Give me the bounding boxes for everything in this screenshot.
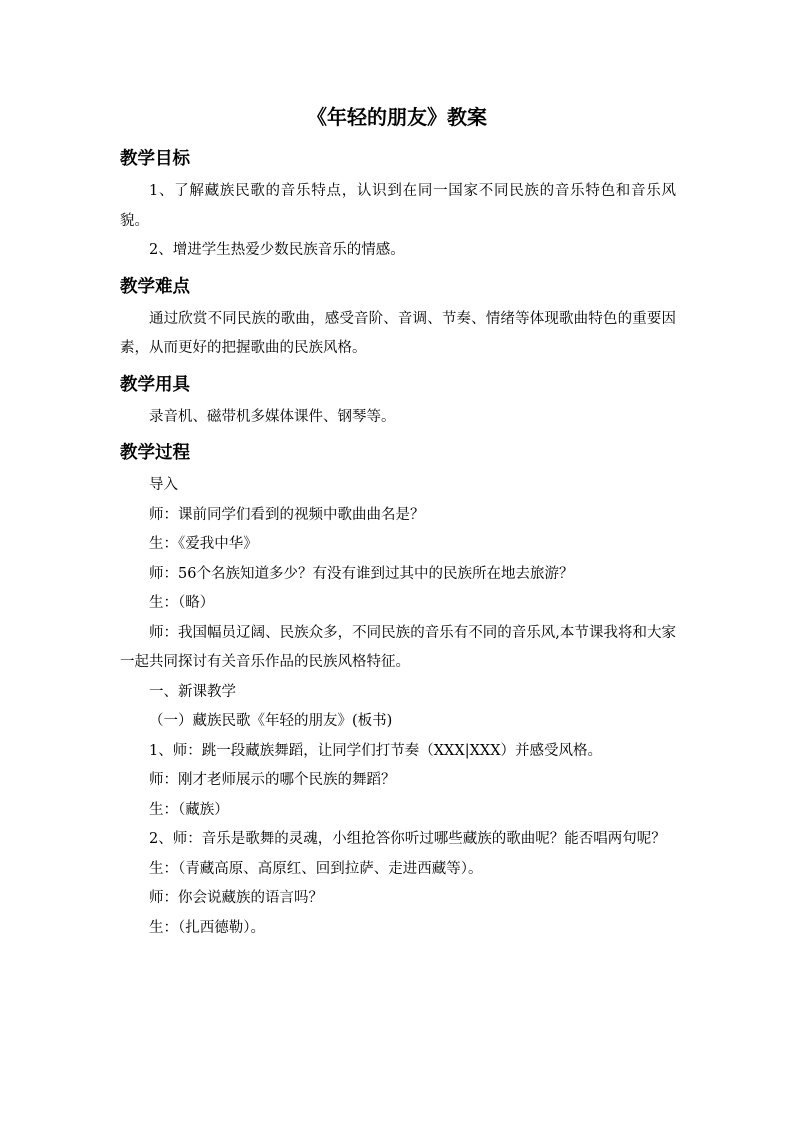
paragraph: 师：刚才老师展示的哪个民族的舞蹈？ [149, 772, 396, 788]
paragraph: 1、师：跳一段藏族舞蹈，让同学们打节奏（XXX|XXX）并感受风格。 [149, 742, 603, 759]
paragraph: 师：课前同学们看到的视频中歌曲曲名是？ [149, 506, 425, 523]
paragraph: 生：（藏族） [149, 801, 229, 818]
paragraph: 生：（扎西德勒）。 [149, 919, 265, 936]
paragraph: 录音机、磁带机多媒体课件、钢琴等。 [149, 408, 396, 425]
paragraph: 师：我国幅员辽阔、民族众多，不同民族的音乐有不同的音乐风,本节课我将和大家一起共同探讨有关音乐作品的民族风格特征。 [120, 624, 676, 670]
paragraph: 导入 [149, 477, 178, 493]
section-heading-objectives: 教学目标 [120, 149, 190, 169]
paragraph: 师：56个名族知道多少？有没有谁到过其中的民族所在地去旅游？ [149, 565, 574, 582]
paragraph: 通过欣赏不同民族的歌曲，感受音阶、音调、节奏、情绪等体现歌曲特色的重要因素，从而更好的把握歌曲的民族风格。 [120, 310, 676, 356]
paragraph: 1、了解藏族民歌的音乐特点，认识到在同一国家不同民族的音乐特色和音乐风貌。 [120, 183, 676, 229]
section-heading-process: 教学过程 [120, 443, 190, 463]
document-body [120, 144, 676, 943]
section-heading-difficulties: 教学难点 [120, 276, 190, 297]
paragraph: 一、新课教学 [149, 683, 236, 700]
paragraph: 生：（青藏高原、高原红、回到拉萨、走进西藏等）。 [149, 860, 483, 877]
paragraph: （一）藏族民歌《年轻的朋友》(板书) [149, 713, 393, 729]
paragraph: 2、师：音乐是歌舞的灵魂，小组抢答你听过哪些藏族的歌曲呢？能否唱两句呢？ [149, 831, 666, 847]
paragraph: 生：《爱我中华》 [149, 536, 258, 552]
paragraph: 2、增进学生热爱少数民族音乐的情感。 [149, 242, 405, 258]
paragraph: 生：（略） [149, 595, 215, 611]
section-heading-materials: 教学用具 [120, 374, 190, 395]
document-title: 《年轻的朋友》教案 [307, 105, 487, 129]
paragraph: 师：你会说藏族的语言吗？ [149, 890, 323, 906]
